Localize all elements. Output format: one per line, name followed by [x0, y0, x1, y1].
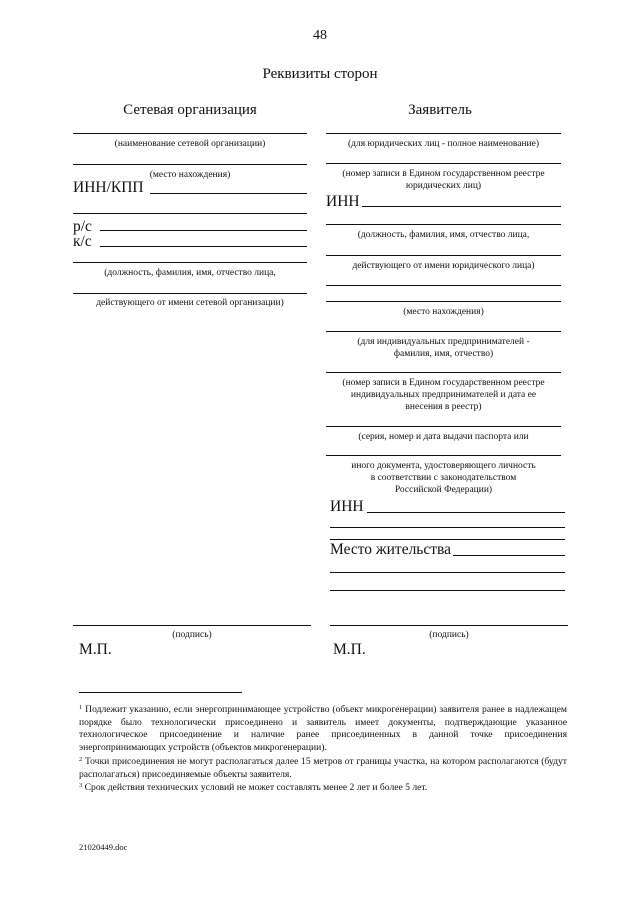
right-location-line-1 — [326, 285, 561, 286]
footnote-3-mark: 3 — [79, 782, 83, 789]
left-caption-position-1: (должность, фамилия, имя, отчество лица, — [104, 268, 276, 278]
right-inn-label-2: ИНН — [330, 498, 364, 515]
footnote-1 — [79, 702, 567, 754]
right-inn-line-4 — [330, 527, 565, 528]
right-caption-passport-1: (серия, номер и дата выдачи паспорта или — [358, 432, 529, 442]
right-caption-ip-register-1: (номер записи в Едином государственном реестре — [342, 378, 545, 388]
document-id: 21020449.doc — [79, 842, 128, 852]
right-caption-register-1: (номер записи в Едином государственном реестре — [342, 169, 545, 179]
footnote-separator — [79, 692, 242, 693]
left-stamp: М.П. — [79, 641, 112, 658]
right-passport-line-2 — [326, 455, 561, 456]
left-position-line-2 — [73, 293, 307, 294]
page-number: 48 — [313, 28, 327, 43]
right-inn-line-5 — [330, 539, 565, 540]
right-caption-ip-register-2: индивидуальных предпринимателей и дата ее — [350, 390, 537, 400]
left-name-line — [73, 133, 307, 134]
right-residence-label: Место жительства — [330, 541, 452, 558]
footnote-2-mark: 2 — [79, 756, 83, 763]
left-caption-name: (наименование сетевой организации) — [114, 139, 266, 149]
right-ip-line — [326, 331, 561, 332]
left-caption-signature: (подпись) — [172, 630, 212, 640]
left-inn-kpp-label: ИНН/КПП — [73, 179, 144, 196]
right-caption-register-2: юридических лиц) — [405, 181, 482, 191]
page-title: Реквизиты сторон — [262, 66, 378, 82]
footnote-3 — [79, 780, 567, 795]
footnote-1-mark: 1 — [79, 704, 83, 711]
right-location-line-2 — [326, 301, 561, 302]
right-residence-line-3 — [330, 590, 565, 591]
right-residence-line-2 — [330, 572, 565, 573]
right-residence-line — [453, 555, 565, 556]
right-caption-passport-3: в соответствии с законодательством — [370, 473, 517, 483]
footnote-1-text: Подлежит указанию, если энергопринимающее устройство (объект микрогенерации) заявителя ранее в надлежащем порядке было технологически присоединено и заявитель имеет документы, подтверждающие указанное технологическое присоединение и наличие ранее присоединенных в данной точке присоединения энергопринимающих устройств (объектов микрогенерации). — [79, 704, 567, 753]
left-rs-label: р/с — [73, 218, 92, 235]
right-caption-ip-1: (для индивидуальных предпринимателей - — [357, 337, 530, 347]
right-legal-name-line — [326, 133, 561, 134]
left-caption-location: (место нахождения) — [149, 170, 231, 180]
right-ip-register-line — [326, 372, 561, 373]
right-inn-line-3 — [367, 512, 565, 513]
footnote-2 — [79, 754, 567, 781]
left-signature-line — [73, 625, 311, 626]
footnote-3-text: Срок действия технических условий не может составлять менее 2 лет и более 5 лет. — [84, 782, 428, 793]
right-register-line — [326, 163, 561, 164]
right-inn-line — [362, 206, 561, 207]
right-inn-line-2 — [326, 224, 561, 225]
right-position-line — [326, 255, 561, 256]
left-location-line — [73, 164, 307, 165]
right-caption-ip-2: фамилия, имя, отчество) — [393, 349, 494, 359]
right-signature-line — [330, 625, 568, 626]
left-rs-line — [100, 230, 307, 231]
right-caption-legal-name: (для юридических лиц - полное наименование) — [348, 139, 539, 149]
right-caption-position-2: действующего от имени юридического лица) — [352, 261, 535, 271]
right-caption-signature: (подпись) — [429, 630, 469, 640]
right-caption-location: (место нахождения) — [403, 307, 484, 317]
right-caption-passport-4: Российской Федерации) — [394, 485, 493, 495]
right-stamp: М.П. — [333, 641, 366, 658]
right-inn-label: ИНН — [326, 193, 360, 210]
left-inn-kpp-line-2 — [73, 213, 307, 214]
right-caption-ip-register-3: внесения в реестр) — [405, 402, 482, 412]
left-ks-line — [100, 246, 307, 247]
right-caption-passport-2: иного документа, удостоверяющего личность — [351, 461, 536, 471]
left-heading: Сетевая организация — [123, 102, 257, 118]
left-caption-position-2: действующего от имени сетевой организации) — [96, 298, 284, 308]
left-ks-label: к/с — [73, 233, 92, 250]
right-passport-line — [326, 426, 561, 427]
left-position-line — [73, 262, 307, 263]
right-heading: Заявитель — [408, 102, 472, 118]
left-inn-kpp-line — [150, 193, 307, 194]
right-caption-position-1: (должность, фамилия, имя, отчество лица, — [357, 230, 530, 240]
footnote-2-text: Точки присоединения не могут располагаться далее 15 метров от границы участка, на котором располагаются (будут располагаться) присоединяемые объекты заявителя. — [79, 756, 567, 780]
